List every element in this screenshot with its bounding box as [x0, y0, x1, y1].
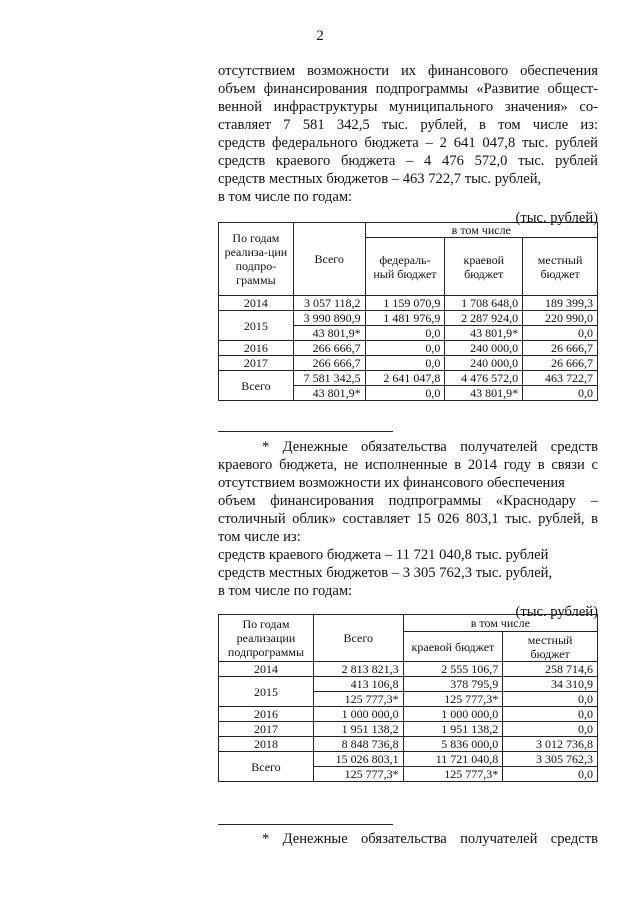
- cell-local: 0,0: [523, 386, 598, 401]
- text-line: средств краевого бюджета – 11 721 040,8 тыс. рублей: [218, 547, 549, 563]
- cell-total: 2 813 821,3: [313, 662, 403, 677]
- text-line: объем финансирования подпрограммы «Развитие общест-: [218, 81, 598, 97]
- text-line: объем финансирования подпрограммы «Краснодару –: [218, 493, 598, 509]
- text-line: средств местных бюджетов – 3 305 762,3 тыс. рублей,: [218, 565, 553, 581]
- footnote-2: [218, 830, 598, 848]
- cell-year: 2014: [219, 662, 314, 677]
- cell-total: 266 666,7: [293, 356, 365, 371]
- table-row: [219, 311, 598, 326]
- cell-regional: 1 708 648,0: [445, 296, 523, 311]
- cell-total: 7 581 342,5: [293, 371, 365, 386]
- cell-total: 3 990 890,9: [293, 311, 365, 326]
- text-line: в том числе по годам:: [218, 583, 353, 599]
- cell-local: 0,0: [503, 767, 598, 782]
- text-line: отсутствием возможности их финансового обеспечения: [218, 475, 565, 491]
- cell-year: 2016: [219, 707, 314, 722]
- cell-total: 1 000 000,0: [313, 707, 403, 722]
- text-line: * Денежные обязательства получателей средств: [262, 831, 598, 847]
- header-incl: в том числе: [403, 615, 597, 632]
- header-local: местный бюджет: [523, 238, 598, 296]
- cell-local: 0,0: [503, 692, 598, 707]
- unit-label: (тыс. рублей): [515, 604, 598, 620]
- cell-regional: 378 795,9: [403, 677, 503, 692]
- cell-year: 2015: [219, 311, 294, 341]
- cell-federal: 2 641 047,8: [365, 371, 445, 386]
- text-line: средств краевого бюджета – 4 476 572,0 тыс. рублей: [218, 153, 598, 169]
- cell-local: 26 666,7: [523, 341, 598, 356]
- text-line: * Денежные обязательства получателей средств: [262, 439, 598, 455]
- cell-year: 2016: [219, 341, 294, 356]
- table-row: [219, 371, 598, 386]
- cell-federal: 0,0: [365, 326, 445, 341]
- cell-total: 1 951 138,2: [313, 722, 403, 737]
- cell-local: 463 722,7: [523, 371, 598, 386]
- cell-local: 3 305 762,3: [503, 752, 598, 767]
- header-years: По годам реализации подпрограммы: [219, 615, 314, 662]
- text-line: ставляет 7 581 342,5 тыс. рублей, в том числе из:: [218, 117, 598, 133]
- table-row: [219, 356, 598, 371]
- cell-local: 26 666,7: [523, 356, 598, 371]
- cell-total: 125 777,3*: [313, 767, 403, 782]
- cell-federal: 1 159 070,9: [365, 296, 445, 311]
- cell-total: 43 801,9*: [293, 386, 365, 401]
- cell-regional: 43 801,9*: [445, 326, 523, 341]
- unit-label: (тыс. рублей): [515, 210, 598, 226]
- table-row: [219, 737, 598, 752]
- text-line: краевого бюджета, не исполненные в 2014 году в связи с: [218, 457, 598, 473]
- footnote-1: [218, 438, 598, 621]
- cell-total: 8 848 736,8: [313, 737, 403, 752]
- cell-regional: 240 000,0: [445, 341, 523, 356]
- cell-local: 0,0: [523, 326, 598, 341]
- cell-local: 3 012 736,8: [503, 737, 598, 752]
- cell-total: 125 777,3*: [313, 692, 403, 707]
- section1-text: [218, 62, 598, 227]
- table-row: [219, 752, 598, 767]
- table-row: [219, 677, 598, 692]
- cell-total: 3 057 118,2: [293, 296, 365, 311]
- cell-local: 0,0: [503, 722, 598, 737]
- footnote-divider: [218, 431, 393, 432]
- cell-regional: 125 777,3*: [403, 767, 503, 782]
- cell-year: 2014: [219, 296, 294, 311]
- cell-regional: 125 777,3*: [403, 692, 503, 707]
- cell-total: 266 666,7: [293, 341, 365, 356]
- cell-year: Всего: [219, 371, 294, 401]
- cell-regional: 43 801,9*: [445, 386, 523, 401]
- header-total: Всего: [293, 223, 365, 296]
- cell-regional: 5 836 000,0: [403, 737, 503, 752]
- cell-regional: 4 476 572,0: [445, 371, 523, 386]
- header-local: местный бюджет: [503, 632, 598, 662]
- financing-table-2: [218, 614, 598, 782]
- cell-regional: 1 000 000,0: [403, 707, 503, 722]
- header-federal: федераль-ный бюджет: [365, 238, 445, 296]
- text-line: венной инфраструктуры муниципального значения» со-: [218, 99, 598, 115]
- cell-local: 189 399,3: [523, 296, 598, 311]
- cell-local: 34 310,9: [503, 677, 598, 692]
- cell-regional: 1 951 138,2: [403, 722, 503, 737]
- footnote-divider: [218, 824, 393, 825]
- cell-year: 2018: [219, 737, 314, 752]
- cell-federal: 0,0: [365, 386, 445, 401]
- page-number: 2: [316, 28, 324, 44]
- header-total: Всего: [313, 615, 403, 662]
- table-row: [219, 707, 598, 722]
- table-row: [219, 662, 598, 677]
- header-incl: в том числе: [365, 223, 597, 238]
- header-regional: краевой бюджет: [445, 238, 523, 296]
- cell-year: 2015: [219, 677, 314, 707]
- table-row: [219, 341, 598, 356]
- cell-year: 2017: [219, 722, 314, 737]
- cell-year: 2017: [219, 356, 294, 371]
- cell-regional: 240 000,0: [445, 356, 523, 371]
- header-regional: краевой бюджет: [403, 632, 503, 662]
- cell-regional: 11 721 040,8: [403, 752, 503, 767]
- text-line: отсутствием возможности их финансового обеспечения: [218, 63, 598, 79]
- financing-table-1: [218, 222, 598, 401]
- cell-local: 220 990,0: [523, 311, 598, 326]
- cell-federal: 0,0: [365, 341, 445, 356]
- text-line: средств местных бюджетов – 463 722,7 тыс. рублей,: [218, 171, 542, 187]
- text-line: столичный облик» составляет 15 026 803,1 тыс. рублей, в: [218, 511, 598, 527]
- cell-year: Всего: [219, 752, 314, 782]
- text-line: средств федерального бюджета – 2 641 047,8 тыс. рублей: [218, 135, 598, 151]
- cell-total: 413 106,8: [313, 677, 403, 692]
- cell-total: 15 026 803,1: [313, 752, 403, 767]
- cell-regional: 2 555 106,7: [403, 662, 503, 677]
- cell-regional: 2 287 924,0: [445, 311, 523, 326]
- text-line: в том числе по годам:: [218, 189, 353, 205]
- table-row: [219, 296, 598, 311]
- cell-federal: 1 481 976,9: [365, 311, 445, 326]
- cell-federal: 0,0: [365, 356, 445, 371]
- header-years: По годам реализа-ции подпро-граммы: [219, 223, 294, 296]
- cell-local: 258 714,6: [503, 662, 598, 677]
- cell-total: 43 801,9*: [293, 326, 365, 341]
- text-line: том числе из:: [218, 529, 301, 545]
- cell-local: 0,0: [503, 707, 598, 722]
- table-row: [219, 722, 598, 737]
